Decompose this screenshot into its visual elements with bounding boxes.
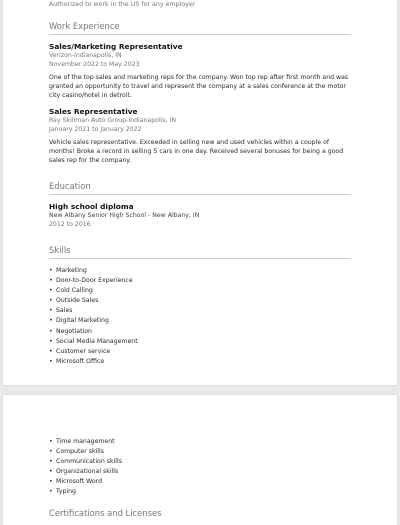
job-dates: November 2022 to May 2023 — [49, 60, 140, 68]
bullet-icon: • — [49, 458, 53, 466]
job-company: Verizon-Indianapolis, IN — [49, 52, 122, 59]
skill-item — [49, 447, 351, 457]
skill-label: Negotiation — [56, 327, 92, 335]
skill-item — [49, 437, 351, 447]
degree-title: High school diploma — [49, 202, 134, 211]
skill-label: Organizational skills — [56, 468, 119, 476]
skill-item — [49, 347, 351, 357]
skill-label: Computer skills — [56, 448, 104, 456]
job-entry — [49, 107, 351, 165]
job-description: Vehicle sales representative. Exceeded in selling new and used vehicles within a couple of months! Broke a record in selling 5 cars in one day. Received several bonuses for being a good sales rep for the company. — [49, 139, 344, 164]
skill-item — [49, 276, 351, 286]
skill-label: Sales — [56, 307, 73, 315]
skill-item — [49, 337, 351, 347]
job-title: Sales/Marketing Representative — [49, 42, 183, 51]
job-dates: January 2021 to January 2022 — [49, 125, 142, 133]
bullet-icon: • — [49, 287, 53, 295]
skill-label: Door-to-Door Experience — [56, 277, 133, 285]
skill-label: Customer service — [56, 347, 111, 355]
skill-item — [49, 316, 351, 326]
certifications-heading: Certifications and Licenses — [49, 507, 162, 518]
job-company: Ray Skillman Auto Group-Indianapolis, IN — [49, 117, 177, 124]
skill-label: Marketing — [56, 267, 87, 274]
job-title: Sales Representative — [49, 107, 138, 116]
education-entry — [49, 202, 351, 229]
bullet-icon: • — [49, 327, 53, 335]
skills-list-continued — [49, 437, 351, 498]
skill-item — [49, 467, 351, 477]
skill-label: Cold Calling — [56, 287, 93, 295]
education-dates: 2012 to 2016 — [49, 220, 91, 228]
bullet-icon: • — [49, 267, 53, 274]
skill-item — [49, 266, 351, 276]
skill-label: Typing — [56, 488, 76, 496]
education-heading: Education — [49, 181, 351, 195]
skill-label: Digital Marketing — [56, 317, 109, 325]
bullet-icon: • — [49, 357, 53, 365]
skill-item — [49, 477, 351, 487]
skill-label: Communication skills — [56, 458, 122, 466]
skill-label: Microsoft Word — [56, 478, 103, 486]
bullet-icon: • — [49, 448, 53, 456]
skill-label: Social Media Management — [56, 337, 138, 345]
bullet-icon: • — [49, 438, 53, 445]
skill-item — [49, 357, 351, 367]
skill-item — [49, 306, 351, 316]
job-description: One of the top sales and marketing reps for the company. Won top rep after first month and was granted an opportunity to travel and represent the company at a sales conference at the motor city casino/hotel in detroit. — [49, 74, 349, 99]
bullet-icon: • — [49, 277, 53, 285]
bullet-icon: • — [49, 488, 53, 496]
work-experience-heading: Work Experience — [49, 21, 351, 35]
resume-page-2 — [3, 395, 397, 525]
bullet-icon: • — [49, 307, 53, 315]
skill-item — [49, 457, 351, 467]
bullet-icon: • — [49, 347, 53, 355]
skills-list — [49, 266, 351, 367]
skill-item — [49, 327, 351, 337]
skill-label: Outside Sales — [56, 297, 99, 305]
skills-heading: Skills — [49, 245, 351, 259]
skill-label: Time management — [56, 438, 115, 445]
skill-item — [49, 296, 351, 306]
work-authorization: Authorized to work in the US for any employer — [49, 1, 196, 8]
bullet-icon: • — [49, 478, 53, 486]
bullet-icon: • — [49, 337, 53, 345]
skill-item — [49, 487, 351, 497]
bullet-icon: • — [49, 468, 53, 476]
skill-label: Microsoft Office — [56, 357, 105, 365]
skill-item — [49, 286, 351, 296]
resume-page-1 — [3, 0, 397, 385]
bullet-icon: • — [49, 297, 53, 305]
bullet-icon: • — [49, 317, 53, 325]
job-entry — [49, 42, 351, 100]
school-name: New Albany Senior High School - New Albany, IN — [49, 212, 200, 219]
